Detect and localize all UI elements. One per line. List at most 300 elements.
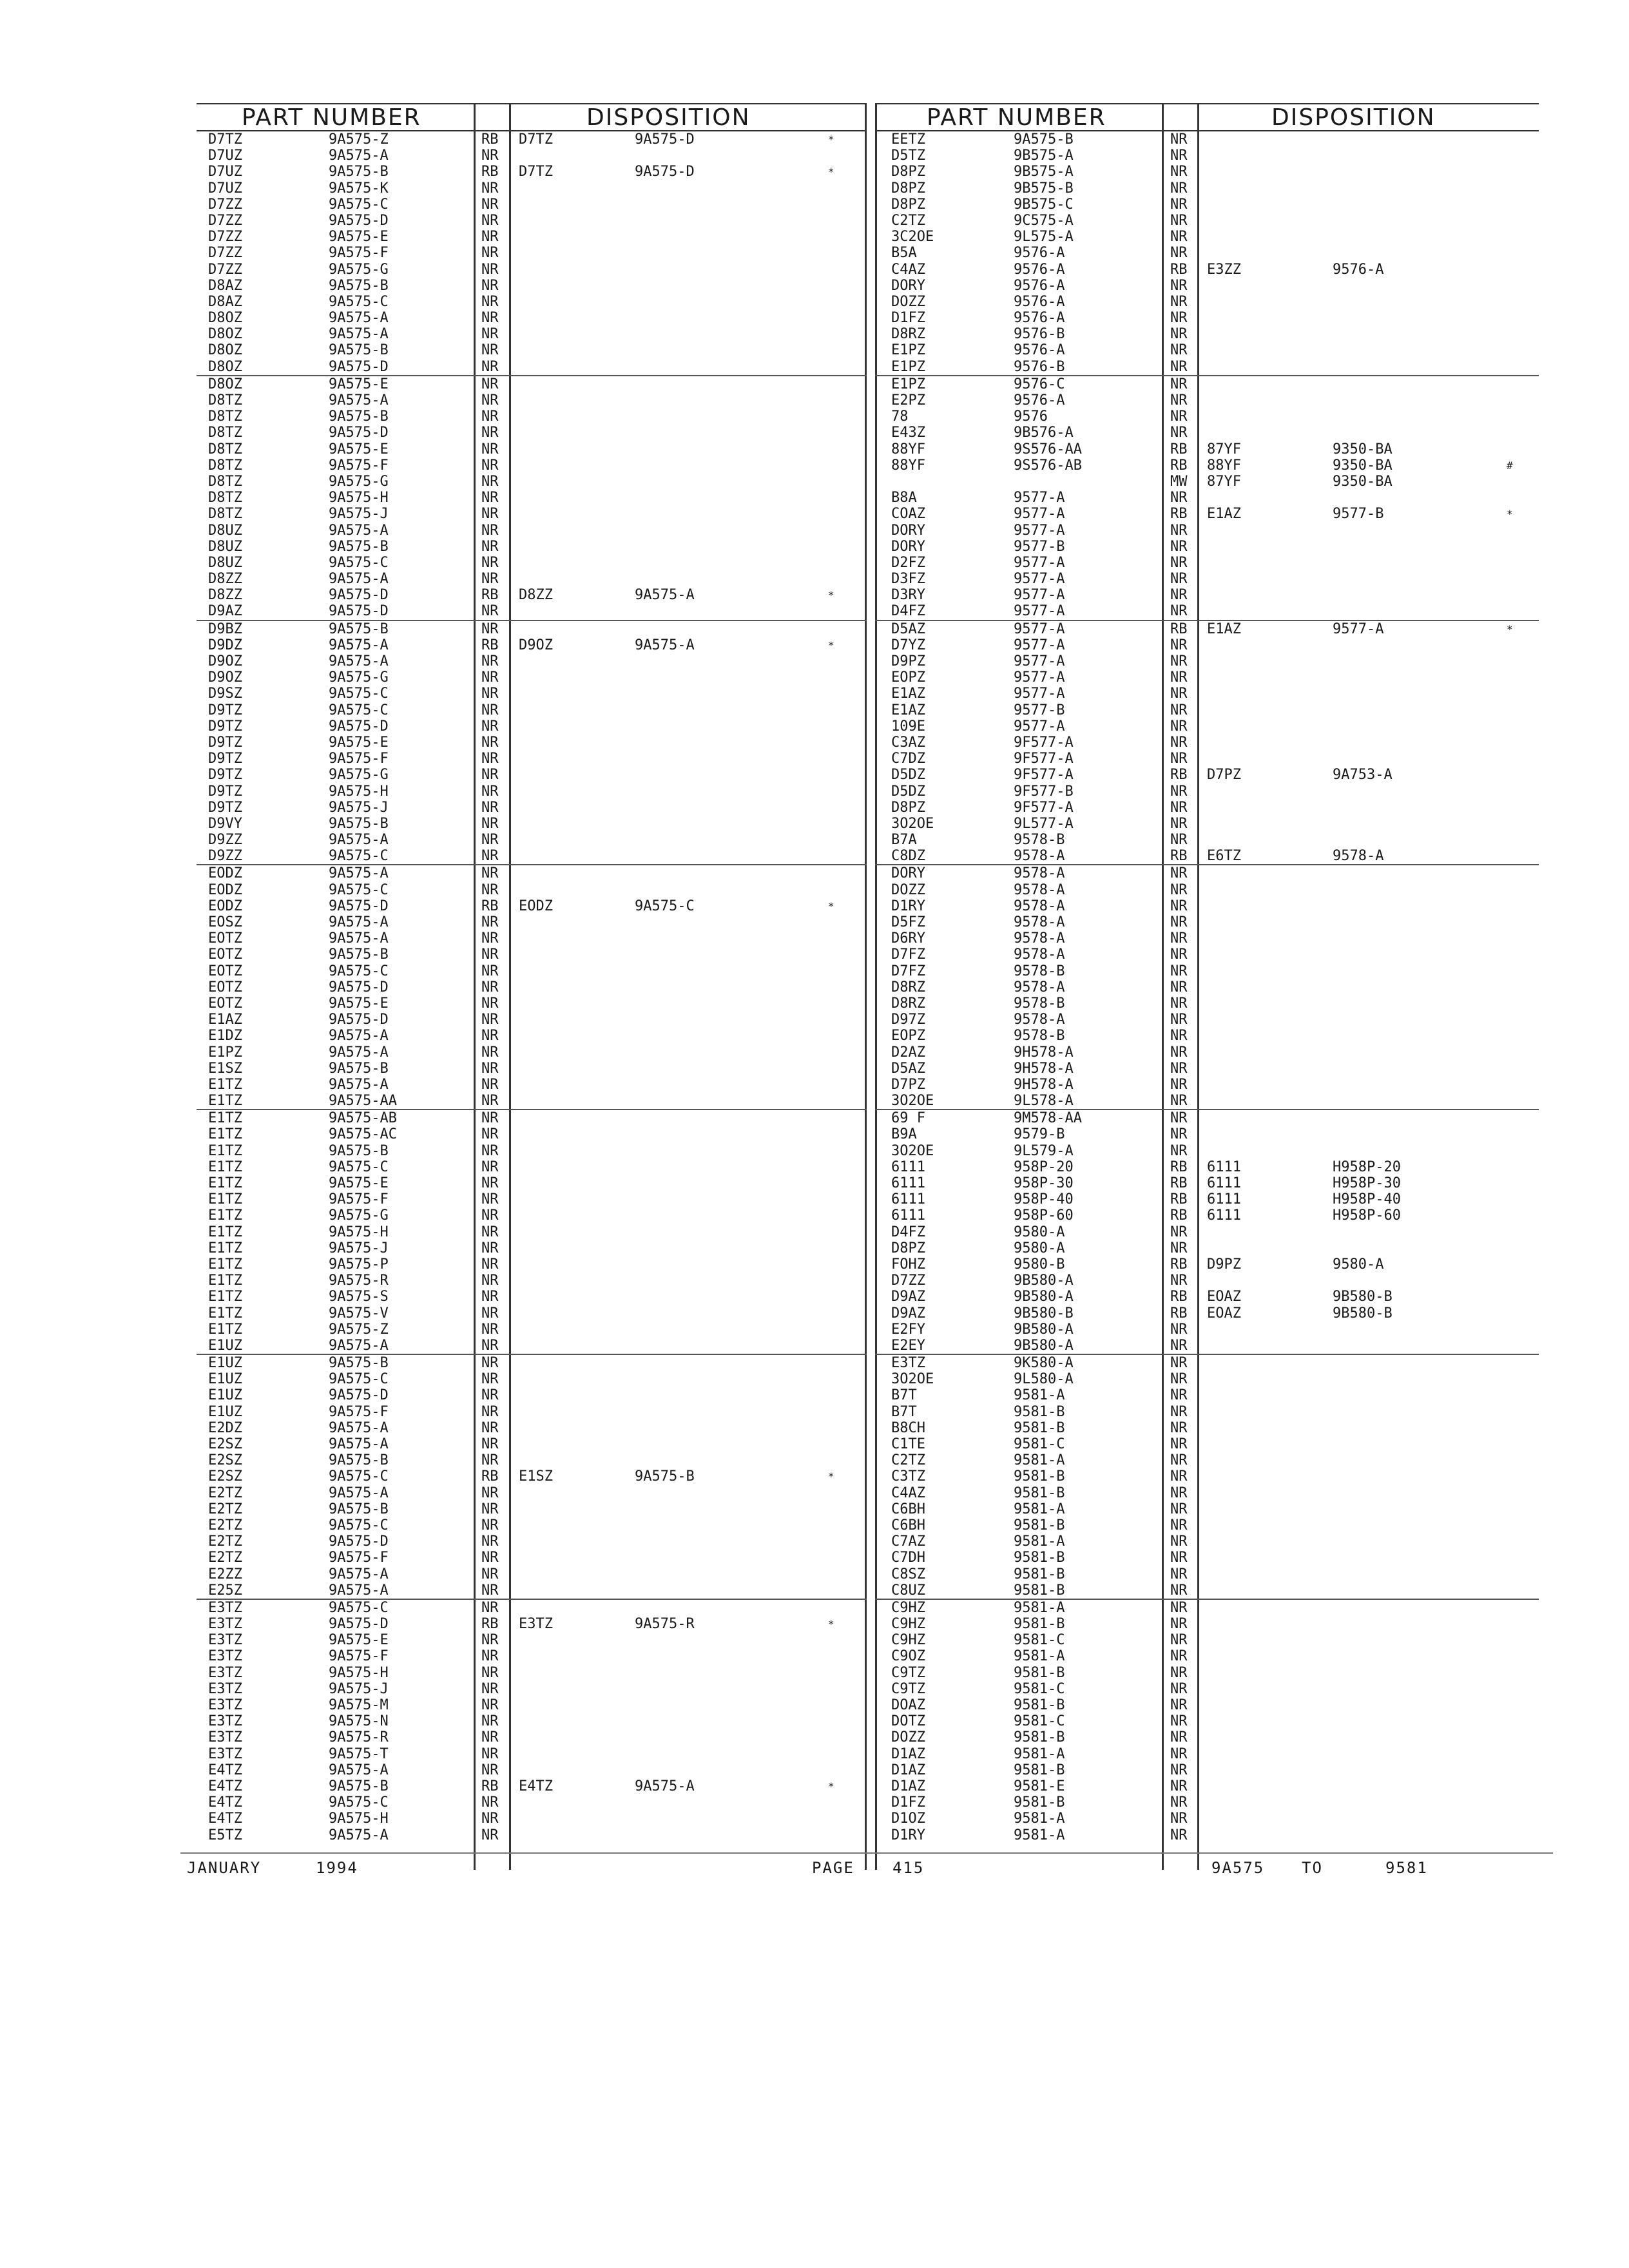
disposition-code: NR xyxy=(1170,1240,1188,1256)
table-row xyxy=(875,603,1539,619)
disposition-code: NR xyxy=(481,425,499,441)
disposition-code: NR xyxy=(481,1697,499,1713)
part-number: 9A575-J xyxy=(329,799,389,816)
part-number: 9578-B xyxy=(1014,1028,1065,1044)
disposition-code: NR xyxy=(481,1745,499,1762)
table-row xyxy=(197,1289,867,1305)
disposition-code: NR xyxy=(1170,522,1188,539)
part-number: 9A575-B xyxy=(329,408,389,425)
part-number: 9A575-H xyxy=(329,1811,389,1827)
disposition-code: NR xyxy=(481,1632,499,1649)
table-row xyxy=(875,474,1539,490)
replacement-part: 9A575-A xyxy=(635,587,695,604)
base-code: E4TZ xyxy=(208,1778,242,1794)
part-number: 9A575-F xyxy=(329,1648,389,1665)
part-number: 9A575-A xyxy=(329,326,389,343)
part-number: 9A575-F xyxy=(329,1550,389,1566)
table-row xyxy=(875,702,1539,718)
base-code: E1UZ xyxy=(208,1355,242,1372)
base-code: D8TZ xyxy=(208,408,242,425)
footer-range-to-label: TO xyxy=(1302,1859,1323,1877)
disposition-code: NR xyxy=(481,1452,499,1469)
base-code: E1TZ xyxy=(208,1273,242,1289)
part-number: 9577-A xyxy=(1014,653,1065,669)
table-row xyxy=(197,278,867,294)
disposition-code: NR xyxy=(481,180,499,197)
left-table-body xyxy=(197,131,867,1843)
table-row xyxy=(875,1224,1539,1240)
base-code: E1TZ xyxy=(208,1093,242,1110)
part-number: 9578-B xyxy=(1014,995,1065,1012)
replacement-base: EOAZ xyxy=(1207,1305,1241,1321)
table-row xyxy=(875,1354,1539,1371)
base-code: EOTZ xyxy=(208,963,242,979)
replacement-part: 9578-A xyxy=(1333,848,1384,865)
part-number: 9A575-A xyxy=(329,148,389,164)
part-number: 9581-A xyxy=(1014,1501,1065,1517)
part-number: 9B575-A xyxy=(1014,148,1074,164)
disposition-code: NR xyxy=(481,1355,499,1372)
table-row xyxy=(875,262,1539,278)
disposition-code: NR xyxy=(481,293,499,310)
base-code: DOZZ xyxy=(891,1729,925,1746)
base-code: D5AZ xyxy=(891,1060,925,1077)
base-code: E1UZ xyxy=(208,1337,242,1354)
right-parts-table xyxy=(875,103,1539,1843)
base-code: E2SZ xyxy=(208,1436,242,1452)
table-row xyxy=(197,1159,867,1175)
disposition-code: NR xyxy=(481,1387,499,1404)
base-code: DORY xyxy=(891,538,925,555)
part-number: 9578-A xyxy=(1014,947,1065,963)
part-number: 958P-20 xyxy=(1014,1158,1074,1175)
disposition-code: NR xyxy=(481,212,499,229)
part-number: 9A575-E xyxy=(329,441,389,457)
part-number: 9B575-A xyxy=(1014,164,1074,180)
part-number: 9A575-G xyxy=(329,1207,389,1224)
part-number: 9581-B xyxy=(1014,1566,1065,1582)
part-number: 9A575-B xyxy=(329,620,389,637)
base-code: D9SZ xyxy=(208,686,242,702)
table-row xyxy=(197,1305,867,1321)
part-number: 9A575-F xyxy=(329,1403,389,1420)
base-code: E1TZ xyxy=(208,1158,242,1175)
table-row xyxy=(875,1404,1539,1420)
part-number: 9577-A xyxy=(1014,669,1065,686)
table-row xyxy=(875,342,1539,358)
disposition-code: NR xyxy=(1170,1126,1188,1143)
base-code: D3RY xyxy=(891,587,925,604)
table-row xyxy=(197,702,867,718)
base-code: D5TZ xyxy=(891,148,925,164)
part-number: 9S576-AA xyxy=(1014,441,1082,457)
base-code: E3TZ xyxy=(208,1599,242,1616)
table-row xyxy=(875,963,1539,979)
base-code: D9AZ xyxy=(891,1305,925,1321)
table-row xyxy=(875,375,1539,392)
part-number: 9576-A xyxy=(1014,277,1065,294)
disposition-code: NR xyxy=(481,554,499,571)
base-code: EODZ xyxy=(208,881,242,898)
disposition-code: NR xyxy=(1170,358,1188,375)
part-number: 9B580-A xyxy=(1014,1289,1074,1305)
part-number: 9576-A xyxy=(1014,310,1065,327)
base-code: DOAZ xyxy=(891,1697,925,1713)
disposition-code: RB xyxy=(1170,506,1188,523)
disposition-heading: DISPOSITION xyxy=(586,104,751,131)
disposition-code: NR xyxy=(481,1599,499,1616)
disposition-code: NR xyxy=(481,947,499,963)
base-code: B7T xyxy=(891,1403,917,1420)
table-row xyxy=(875,1143,1539,1159)
replacement-base: 87YF xyxy=(1207,473,1241,490)
disposition-code: NR xyxy=(1170,637,1188,653)
part-number: 9579-B xyxy=(1014,1126,1065,1143)
replacement-base: E1AZ xyxy=(1207,506,1241,523)
table-row xyxy=(875,1012,1539,1028)
table-row xyxy=(197,1778,867,1794)
table-row xyxy=(875,800,1539,816)
base-code: D8RZ xyxy=(891,979,925,995)
part-number: 9A575-Z xyxy=(329,1321,389,1338)
base-code: D9AZ xyxy=(891,1289,925,1305)
table-row xyxy=(875,425,1539,441)
replacement-base: D7TZ xyxy=(519,164,553,180)
part-number: 9A575-C xyxy=(329,881,389,898)
disposition-code: NR xyxy=(1170,164,1188,180)
base-code: D7ZZ xyxy=(208,261,242,278)
base-code: B7T xyxy=(891,1387,917,1404)
part-number: 9A575-C xyxy=(329,1371,389,1388)
table-row xyxy=(197,914,867,930)
replacement-base: 88YF xyxy=(1207,457,1241,474)
base-code: E1AZ xyxy=(208,1012,242,1028)
base-code: 88YF xyxy=(891,441,925,457)
part-number: 9A575-A xyxy=(329,310,389,327)
disposition-code: NR xyxy=(481,1305,499,1321)
base-code: EOTZ xyxy=(208,947,242,963)
base-code: E1UZ xyxy=(208,1403,242,1420)
table-row xyxy=(875,1468,1539,1485)
base-code: E5TZ xyxy=(208,1827,242,1843)
table-row xyxy=(197,1093,867,1109)
base-code: C3AZ xyxy=(891,734,925,751)
table-row xyxy=(197,898,867,914)
table-row xyxy=(197,751,867,767)
part-number: 9576-A xyxy=(1014,293,1065,310)
base-code: E3TZ xyxy=(208,1745,242,1762)
table-row xyxy=(875,1436,1539,1452)
left-parts-table xyxy=(197,103,867,1843)
table-row xyxy=(197,474,867,490)
part-number: 9A575-A xyxy=(329,1337,389,1354)
part-number: 9A575-Z xyxy=(329,131,389,148)
replacement-base: E6TZ xyxy=(1207,848,1241,865)
disposition-code: NR xyxy=(481,653,499,669)
part-number: 9A575-H xyxy=(329,1224,389,1240)
part-number: 9578-A xyxy=(1014,898,1065,914)
base-code: D8OZ xyxy=(208,342,242,359)
disposition-code: NR xyxy=(1170,1745,1188,1762)
disposition-code: NR xyxy=(481,457,499,474)
disposition-code: NR xyxy=(1170,326,1188,343)
part-number: 9577-A xyxy=(1014,587,1065,604)
part-number: 9B575-B xyxy=(1014,180,1074,197)
table-row xyxy=(875,1729,1539,1745)
base-code: E3TZ xyxy=(208,1648,242,1665)
disposition-code: NR xyxy=(481,1582,499,1599)
base-code: D8TZ xyxy=(208,473,242,490)
replacement-base: E1AZ xyxy=(1207,620,1241,637)
table-row xyxy=(875,1240,1539,1256)
table-row xyxy=(875,735,1539,751)
replacement-part: 9B580-B xyxy=(1333,1305,1393,1321)
note-mark: * xyxy=(828,1470,834,1483)
base-code: 6111 xyxy=(891,1191,925,1208)
part-number: 9A575-A xyxy=(329,653,389,669)
disposition-code: NR xyxy=(1170,734,1188,751)
base-code: C1TE xyxy=(891,1436,925,1452)
part-number: 9577-A xyxy=(1014,554,1065,571)
disposition-code: NR xyxy=(1170,1337,1188,1354)
table-row xyxy=(197,1616,867,1632)
disposition-code: NR xyxy=(1170,310,1188,327)
disposition-code: NR xyxy=(481,277,499,294)
part-number: 9A575-A xyxy=(329,1827,389,1843)
part-number: 9A575-E xyxy=(329,376,389,392)
table-row xyxy=(875,1665,1539,1681)
table-row xyxy=(875,1452,1539,1468)
base-code: DORY xyxy=(891,522,925,539)
replacement-part: 9580-A xyxy=(1333,1256,1384,1273)
table-row xyxy=(875,1501,1539,1517)
base-code: D9OZ xyxy=(208,653,242,669)
part-number: 9577-A xyxy=(1014,522,1065,539)
base-code: E1TZ xyxy=(208,1240,242,1256)
disposition-code: NR xyxy=(1170,995,1188,1012)
part-number: 9A575-D xyxy=(329,603,389,620)
base-code: 3C2OE xyxy=(891,229,934,245)
table-row xyxy=(197,995,867,1012)
table-row xyxy=(197,767,867,783)
table-row xyxy=(197,1256,867,1273)
table-row xyxy=(197,603,867,619)
base-code: D8PZ xyxy=(891,180,925,197)
disposition-code: NR xyxy=(481,376,499,392)
part-number: 9A575-E xyxy=(329,995,389,1012)
part-number: 9A575-J xyxy=(329,1240,389,1256)
base-code: 88YF xyxy=(891,457,925,474)
base-code: D7ZZ xyxy=(208,229,242,245)
table-row xyxy=(197,1338,867,1354)
table-row xyxy=(197,864,867,881)
table-row xyxy=(197,1240,867,1256)
base-code: EOTZ xyxy=(208,979,242,995)
disposition-code: NR xyxy=(481,522,499,539)
disposition-code: NR xyxy=(1170,1012,1188,1028)
base-code: D8AZ xyxy=(208,277,242,294)
base-code: D7ZZ xyxy=(208,212,242,229)
part-number: 9B580-A xyxy=(1014,1337,1074,1354)
table-row xyxy=(875,1044,1539,1061)
part-number: 9A575-A xyxy=(329,1028,389,1044)
table-row xyxy=(875,1485,1539,1501)
table-row xyxy=(197,342,867,358)
table-row xyxy=(875,1371,1539,1387)
base-code: D8OZ xyxy=(208,376,242,392)
disposition-code: NR xyxy=(481,310,499,327)
disposition-code: NR xyxy=(481,751,499,767)
table-row xyxy=(197,816,867,832)
base-code: E1TZ xyxy=(208,1175,242,1191)
table-row xyxy=(197,653,867,669)
part-number: 9A575-H xyxy=(329,783,389,800)
disposition-code: NR xyxy=(481,1076,499,1093)
disposition-code: NR xyxy=(481,1566,499,1582)
disposition-code: NR xyxy=(481,358,499,375)
disposition-code: NR xyxy=(481,1827,499,1843)
base-code: C7DH xyxy=(891,1550,925,1566)
base-code: D8OZ xyxy=(208,358,242,375)
base-code: E25Z xyxy=(208,1582,242,1599)
base-code: E3TZ xyxy=(891,1355,925,1372)
disposition-code: NR xyxy=(481,441,499,457)
table-row xyxy=(197,686,867,702)
base-code: E4TZ xyxy=(208,1762,242,1778)
table-row xyxy=(875,1794,1539,1811)
part-number: 9A575-H xyxy=(329,490,389,506)
base-code: D8OZ xyxy=(208,310,242,327)
note-mark: # xyxy=(1507,459,1513,472)
disposition-code: NR xyxy=(481,571,499,588)
note-mark: * xyxy=(828,1780,834,1792)
footer-rule xyxy=(180,1852,1553,1854)
part-number: 9A575-D xyxy=(329,718,389,735)
disposition-code: NR xyxy=(1170,914,1188,930)
disposition-code: RB xyxy=(481,1468,499,1485)
table-row xyxy=(197,1109,867,1126)
part-number: 9581-B xyxy=(1014,1403,1065,1420)
table-row xyxy=(875,898,1539,914)
disposition-code: NR xyxy=(1170,1713,1188,1730)
disposition-code: NR xyxy=(481,979,499,995)
part-number: 9A575-M xyxy=(329,1697,389,1713)
table-row xyxy=(875,523,1539,539)
disposition-code: NR xyxy=(481,1533,499,1550)
part-number: 9A575-R xyxy=(329,1273,389,1289)
base-code: B7A xyxy=(891,832,917,849)
part-number: 9581-C xyxy=(1014,1436,1065,1452)
part-number: 9A575-D xyxy=(329,1616,389,1633)
base-code: E3TZ xyxy=(208,1616,242,1633)
disposition-code: NR xyxy=(1170,1403,1188,1420)
part-number: 9578-B xyxy=(1014,832,1065,849)
part-number: 9M578-AA xyxy=(1014,1110,1082,1127)
note-mark: * xyxy=(828,166,834,178)
part-number: 9A575-K xyxy=(329,180,389,197)
table-row xyxy=(875,1582,1539,1599)
base-code: E1TZ xyxy=(208,1224,242,1240)
disposition-code: NR xyxy=(481,148,499,164)
base-code: D8ZZ xyxy=(208,587,242,604)
table-row xyxy=(875,1420,1539,1436)
note-mark: * xyxy=(1507,508,1513,521)
table-row xyxy=(875,1811,1539,1827)
footer-page-number: 415 xyxy=(892,1859,925,1877)
footer-range-to: 9581 xyxy=(1385,1859,1428,1877)
table-row xyxy=(197,1175,867,1191)
disposition-code: RB xyxy=(481,587,499,604)
table-row xyxy=(875,686,1539,702)
base-code: D7ZZ xyxy=(208,245,242,262)
base-code: D1FZ xyxy=(891,310,925,327)
base-code: E2TZ xyxy=(208,1501,242,1517)
base-code: E1PZ xyxy=(891,358,925,375)
part-number: 9H578-A xyxy=(1014,1060,1074,1077)
base-code: D7ZZ xyxy=(891,1273,925,1289)
table-row xyxy=(875,1517,1539,1533)
table-row xyxy=(875,1550,1539,1566)
table-row xyxy=(875,767,1539,783)
part-number: 9B576-A xyxy=(1014,425,1074,441)
part-number: 9577-A xyxy=(1014,506,1065,523)
part-number: 9581-B xyxy=(1014,1616,1065,1633)
base-code: D5AZ xyxy=(891,620,925,637)
part-number: 9581-E xyxy=(1014,1778,1065,1794)
part-number: 9B580-B xyxy=(1014,1305,1074,1321)
table-row xyxy=(875,1616,1539,1632)
part-number: 9A575-F xyxy=(329,245,389,262)
disposition-code: NR xyxy=(481,1811,499,1827)
part-number: 9581-B xyxy=(1014,1664,1065,1681)
disposition-code: NR xyxy=(1170,783,1188,800)
part-number: 9A575-C xyxy=(329,848,389,865)
part-number: 9A575-B xyxy=(329,1501,389,1517)
base-code: C9TZ xyxy=(891,1680,925,1697)
base-code: EODZ xyxy=(208,898,242,914)
table-row xyxy=(875,1827,1539,1843)
table-row xyxy=(197,947,867,963)
base-code: DORY xyxy=(891,277,925,294)
table-row xyxy=(197,408,867,425)
part-number: 9F577-A xyxy=(1014,734,1074,751)
disposition-code: NR xyxy=(1170,376,1188,392)
part-number: 9581-A xyxy=(1014,1811,1065,1827)
disposition-code: NR xyxy=(481,702,499,718)
part-number: 9576-A xyxy=(1014,245,1065,262)
table-row xyxy=(197,539,867,555)
disposition-code: NR xyxy=(1170,1093,1188,1110)
disposition-code: RB xyxy=(481,164,499,180)
table-row xyxy=(875,1191,1539,1207)
disposition-code: NR xyxy=(1170,277,1188,294)
table-row xyxy=(875,1599,1539,1616)
disposition-code: NR xyxy=(481,865,499,882)
base-code: E2TZ xyxy=(208,1533,242,1550)
disposition-code: NR xyxy=(481,1240,499,1256)
disposition-code: RB xyxy=(481,1778,499,1794)
disposition-code: NR xyxy=(1170,1550,1188,1566)
part-number: 9A575-D xyxy=(329,979,389,995)
part-number: 9A575-A xyxy=(329,1436,389,1452)
base-code: E1AZ xyxy=(891,702,925,718)
disposition-code: NR xyxy=(481,1142,499,1159)
part-number: 9A575-A xyxy=(329,930,389,947)
replacement-part: 9350-BA xyxy=(1333,457,1393,474)
part-number: 9A575-A xyxy=(329,832,389,849)
base-code: D1AZ xyxy=(891,1778,925,1794)
part-number: 9F577-A xyxy=(1014,799,1074,816)
